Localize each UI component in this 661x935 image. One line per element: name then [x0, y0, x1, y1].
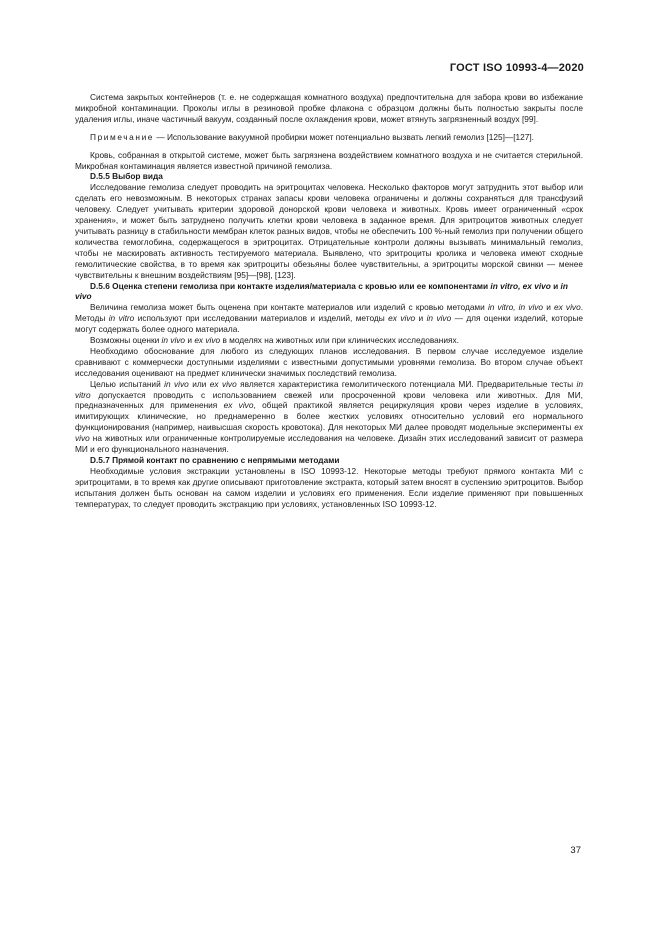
italic-span: ex vivo [554, 302, 581, 313]
italic-span: in vivo [164, 378, 189, 389]
paragraph-possible-evaluations [75, 335, 583, 346]
text-span: и [543, 302, 555, 313]
heading-d556-italic-1: in vitro, ex vivo [490, 280, 551, 291]
page-number: 37 [570, 845, 581, 856]
paragraph-species-selection: Исследование гемолиза следует проводить на эритроцитах человека. Несколько факторов могут затруднить этот выбор или сделать его невозможным. В некоторых странах запасы крови человека ограничены и должны сохраняться для трансфузий человеку. Следует учитывать критерии здоровой донорской крови человека и животных. Кровь имеет ограниченный «срок хранения», и может быть затруднено получить клетки крови человека в заданное время. Для эритроцитов животных следует учитывать разницу в стабильности мембран клеток разных видов, чтобы не обеспечить 100 %-ный гемолиз при получении общего количества гемоглобина, содержащегося в эритроцитах. Отрицательные контроли должны вызывать минимальный гемолиз, чтобы не маскировать активность тестируемого материала. Выявлено, что эритроциты кролика и человека имеют сходные гемолитические свойства, в то время как эритроциты обезьяны более чувствительны, а эритроциты морской свинки — менее чувствительны к внешним воздействиям [95]—[98], [123]. [75, 182, 583, 280]
heading-d556-italic-2: in vivo [75, 280, 568, 302]
italic-span: ex vivo [209, 378, 237, 389]
italic-span: in vitro [108, 313, 135, 324]
section-heading-d557: D.5.7 Прямой контакт по сравнению с непрямыми методами [90, 455, 340, 465]
text-span: является характеристика гемолитического потенциала МИ. Предварительные тесты [236, 378, 577, 389]
document-body [75, 92, 583, 510]
text-span: и [185, 335, 195, 346]
text-span: в моделях на животных или при клинических исследованиях. [220, 335, 459, 346]
italic-span: in vitro [75, 378, 583, 400]
text-span: или [188, 378, 210, 389]
section-heading-d555: D.5.5 Выбор вида [90, 171, 163, 182]
paragraph-test-purpose [75, 379, 583, 455]
italic-span: in vivo [426, 313, 452, 324]
italic-span: ex vivo [223, 400, 254, 411]
italic-span: in vitro, in vivo [487, 302, 544, 313]
text-span: — для оценки изделий, которые могут содержать более одного материала. [75, 313, 584, 335]
note-paragraph [75, 132, 583, 143]
note-text: — Использование вакуумной пробирки может потенциально вызвать легкий гемолиз [125]—[127]. [154, 131, 534, 142]
italic-span: ex vivo [194, 335, 221, 346]
note-label: Примечание [90, 131, 155, 142]
text-span: Возможны оценки [90, 335, 162, 346]
text-span: и [415, 313, 427, 324]
italic-span: ex vivo [388, 313, 416, 324]
italic-span: ex vivo [75, 422, 583, 444]
text-span: на животных или ограниченные контролируемые исследования на человеке. Дизайн этих исследований зависит от размера МИ и его функционального назначения. [75, 433, 583, 455]
text-span: Величина гемолиза может быть оценена при контакте материалов или изделий с кровью методами [90, 302, 488, 313]
standard-header: ГОСТ ISO 10993-4—2020 [449, 62, 584, 74]
italic-span: in vivo [161, 335, 186, 346]
heading-d556-text: D.5.6 Оценка степени гемолиза при контакте изделия/материала с кровью или ее компонентами [90, 280, 491, 291]
paragraph-hemolysis-methods [75, 302, 583, 335]
text-span: допускается проводить с использованием свежей или просроченной крови человека или животных. Для МИ, предназначенных для применения [75, 389, 583, 411]
section-heading-d556 [75, 281, 583, 303]
paragraph-open-system: Кровь, собранная в открытой системе, может быть загрязнена воздействием комнатного воздуха и не считается стерильной. Микробная контаминация является известной причиной гемолиза. [75, 149, 583, 171]
text-span: Целью испытаний [90, 378, 165, 389]
text-span: используют при исследовании материалов и изделий, методы [134, 313, 389, 324]
paragraph-justification: Необходимо обоснование для любого из следующих планов исследования. В первом случае исследуемое изделие сравнивают с коммерчески доступными изделиями с известными допустимыми уровнями гемолиза. Во втором случае объект исследования оценивают на предмет клинически значимых последствий гемолиза. [75, 345, 583, 378]
heading-d556-and: и [550, 280, 561, 291]
text-span: . Методы [75, 302, 584, 324]
text-span: , общей практикой является рециркуляция крови через изделие в условиях, имитирующих клинические, но преднамеренно в более жестких условиях относительно условий его нормального функционирования (например, наивысшая скорость кровотока). Для некоторых МИ далее проводят модельные эксперименты [75, 400, 584, 433]
paragraph-extraction-conditions: Необходимые условия экстракции установлены в ISO 10993-12. Некоторые методы требуют прямого контакта МИ с эритроцитами, в то время как другие описывают приготовление экстракта, который затем вносят в суспензию эритроцитов. Выбор испытания должен быть основан на самом изделии и условиях его применения. Если изделие применяют при повышенных температурах, то следует проводить экстракцию при условиях, установленных ISO 10993-12. [75, 465, 583, 509]
paragraph-closed-containers: Система закрытых контейнеров (т. е. не содержащая комнатного воздуха) предпочтительна для забора крови во избежание микробной контаминации. Проколы иглы в резиновой пробке флакона с образцом должны быть полностью закрыты после удаления иглы, иначе частичный вакуум, созданный после охлаждения крови, может втянуть загрязненный воздух [99]. [75, 92, 583, 124]
